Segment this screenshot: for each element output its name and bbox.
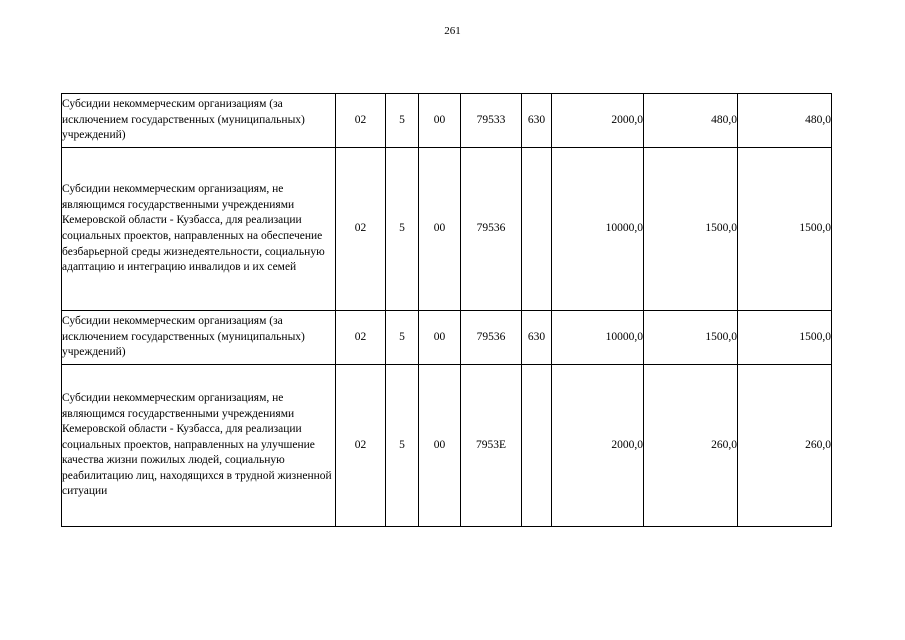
amount-1: 10000,0 bbox=[552, 148, 644, 311]
direction-code: 79536 bbox=[461, 311, 522, 365]
row-name: Субсидии некоммерческим организациям (за исключением государственных (муниципальных) учреждений) bbox=[62, 94, 336, 148]
row-name: Субсидии некоммерческим организациям, не являющимся государственными учреждениями Кемеровской области - Кузбасса, для реализации социальных проектов, направленных на обеспечение безбарьерной среды жизнедеятельности, социальную адаптацию и интеграцию инвалидов и их семей bbox=[62, 148, 336, 311]
budget-table bbox=[61, 93, 832, 527]
amount-1: 10000,0 bbox=[552, 311, 644, 365]
amount-1: 2000,0 bbox=[552, 94, 644, 148]
program-code: 02 bbox=[336, 148, 386, 311]
table-row bbox=[62, 148, 832, 311]
amount-3: 1500,0 bbox=[738, 311, 832, 365]
subprogram-code: 5 bbox=[386, 365, 419, 527]
subprogram-code: 5 bbox=[386, 94, 419, 148]
expense-type-code bbox=[522, 365, 552, 527]
amount-2: 1500,0 bbox=[644, 148, 738, 311]
amount-1: 2000,0 bbox=[552, 365, 644, 527]
expense-type-code: 630 bbox=[522, 311, 552, 365]
page-number: 261 bbox=[444, 25, 461, 37]
subprogram-code: 5 bbox=[386, 311, 419, 365]
table-row bbox=[62, 311, 832, 365]
expense-type-code bbox=[522, 148, 552, 311]
program-code: 02 bbox=[336, 94, 386, 148]
amount-2: 260,0 bbox=[644, 365, 738, 527]
amount-3: 480,0 bbox=[738, 94, 832, 148]
row-name: Субсидии некоммерческим организациям, не являющимся государственными учреждениями Кемеровской области - Кузбасса, для реализации социальных проектов, направленных на улучшение качества жизни пожилых людей, социальную реабилитацию лиц, находящихся в трудной жизненной ситуации bbox=[62, 365, 336, 527]
amount-2: 480,0 bbox=[644, 94, 738, 148]
event-code: 00 bbox=[419, 94, 461, 148]
table-row bbox=[62, 365, 832, 527]
direction-code: 79536 bbox=[461, 148, 522, 311]
direction-code: 79533 bbox=[461, 94, 522, 148]
program-code: 02 bbox=[336, 365, 386, 527]
row-name: Субсидии некоммерческим организациям (за исключением государственных (муниципальных) учреждений) bbox=[62, 311, 336, 365]
program-code: 02 bbox=[336, 311, 386, 365]
amount-3: 1500,0 bbox=[738, 148, 832, 311]
event-code: 00 bbox=[419, 365, 461, 527]
amount-2: 1500,0 bbox=[644, 311, 738, 365]
event-code: 00 bbox=[419, 311, 461, 365]
event-code: 00 bbox=[419, 148, 461, 311]
table-row bbox=[62, 94, 832, 148]
amount-3: 260,0 bbox=[738, 365, 832, 527]
expense-type-code: 630 bbox=[522, 94, 552, 148]
subprogram-code: 5 bbox=[386, 148, 419, 311]
direction-code: 7953Е bbox=[461, 365, 522, 527]
